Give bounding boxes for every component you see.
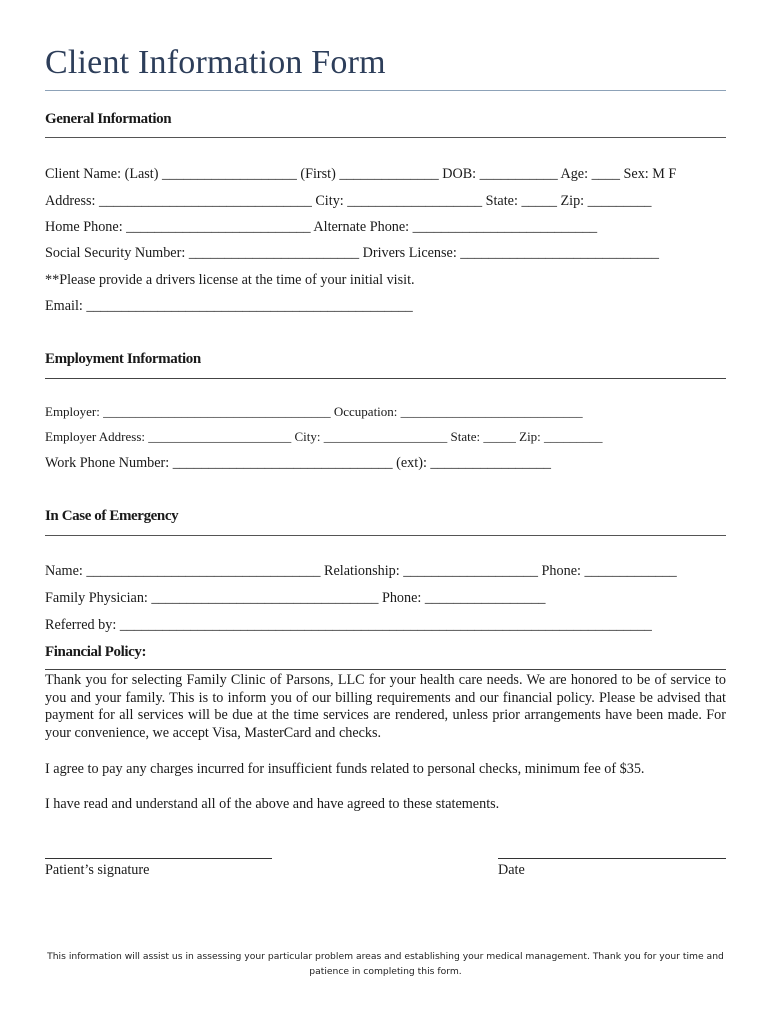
family-physician-field[interactable]: Family Physician: ________________________________ Phone: _________________ xyxy=(45,590,546,606)
client-name-field[interactable]: Client Name: (Last) ___________________ (First) ______________ DOB: ___________ Age: ____ Sex: M F xyxy=(45,166,677,182)
section-heading-general: General Information xyxy=(45,111,172,127)
footer-note: This information will assist us in assessing your particular problem areas and establishing your medical management. Thank you for your time and patience in completing this form. xyxy=(47,951,724,977)
patient-signature-label: Patient’s signature xyxy=(45,862,150,878)
insufficient-funds-statement: I agree to pay any charges incurred for insufficient funds related to personal checks, minimum fee of $35. xyxy=(45,761,645,777)
work-phone-field[interactable]: Work Phone Number: _______________________________ (ext): _________________ xyxy=(45,455,552,471)
email-field[interactable]: Email: ______________________________________________ xyxy=(45,298,413,314)
home-phone-field[interactable]: Home Phone: __________________________ Alternate Phone: __________________________ xyxy=(45,219,598,235)
date-signature-line[interactable] xyxy=(498,858,726,859)
employment-divider xyxy=(45,378,726,379)
financial-policy-paragraph: Thank you for selecting Family Clinic of Parsons, LLC for your health care needs. We are honored to be of service to you and your family. This is to inform you of our billing requirements and our financial policy. Please be advised that payment for all services will be due at the time services are rendered, unless prior arrangements have been made. For your convenience, we accept Visa, MasterCard and checks. xyxy=(45,672,726,741)
employer-field[interactable]: Employer: ___________________________________ Occupation: ____________________________ xyxy=(45,404,583,419)
employer-address-field[interactable]: Employer Address: ______________________ City: ___________________ State: _____ Zip: _________ xyxy=(45,429,603,444)
section-heading-emergency: In Case of Emergency xyxy=(45,508,179,524)
agreement-statement: I have read and understand all of the above and have agreed to these statements. xyxy=(45,796,500,812)
emergency-divider xyxy=(45,535,726,536)
page-title: Client Information Form xyxy=(45,44,386,81)
section-heading-employment: Employment Information xyxy=(45,351,201,367)
patient-signature-line[interactable] xyxy=(45,858,272,859)
title-divider xyxy=(45,90,726,91)
section-heading-financial: Financial Policy: xyxy=(45,644,147,660)
referred-by-field[interactable]: Referred by: ___________________________________________________________________________ xyxy=(45,617,652,633)
general-divider xyxy=(45,137,726,138)
license-note: **Please provide a drivers license at the time of your initial visit. xyxy=(45,272,415,288)
address-field[interactable]: Address: ______________________________ City: ___________________ State: _____ Zip: _________ xyxy=(45,193,652,209)
financial-divider xyxy=(45,669,726,670)
ssn-field[interactable]: Social Security Number: ________________________ Drivers License: ____________________________ xyxy=(45,245,659,261)
emergency-contact-field[interactable]: Name: _________________________________ Relationship: ___________________ Phone: _____________ xyxy=(45,563,677,579)
date-label: Date xyxy=(498,862,525,878)
